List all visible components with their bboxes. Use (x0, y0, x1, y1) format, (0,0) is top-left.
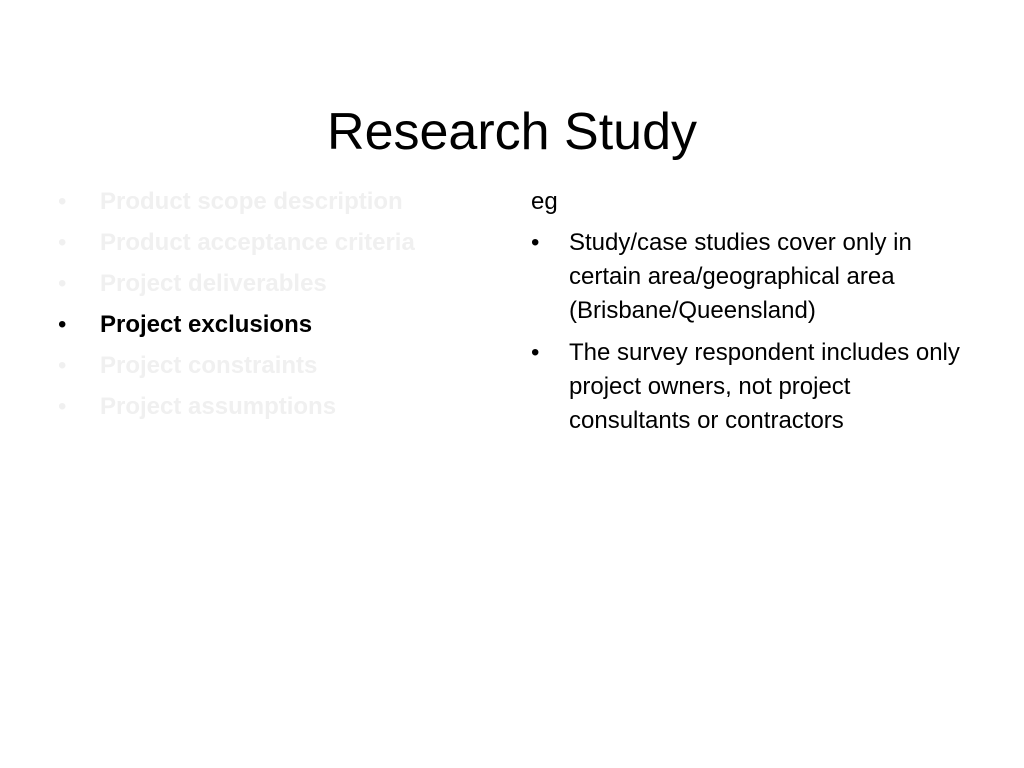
example-text: The survey respondent includes only project owners, not project consultants or contractors (569, 339, 960, 434)
topic-label: Project exclusions (100, 311, 313, 338)
topic-item-project-assumptions (58, 391, 498, 423)
example-item (531, 336, 971, 438)
topic-label: Product scope description (100, 188, 403, 215)
topic-item-product-scope-description (58, 186, 498, 218)
example-list (531, 226, 971, 438)
bullet-icon: • (58, 270, 67, 297)
topic-item-project-constraints (58, 350, 498, 382)
example-text: Study/case studies cover only in certain area/geographical area (Brisbane/Queensland) (569, 229, 912, 324)
topic-list (58, 186, 498, 432)
example-panel (531, 186, 971, 446)
topic-label: Project deliverables (100, 270, 327, 297)
bullet-icon: • (58, 229, 67, 256)
topic-item-project-deliverables (58, 268, 498, 300)
example-intro: eg (531, 188, 558, 215)
bullet-icon: • (531, 339, 540, 366)
topic-label: Project assumptions (100, 393, 337, 420)
bullet-icon: • (58, 188, 67, 215)
slide-title: Research Study (327, 102, 697, 161)
bullet-icon: • (58, 352, 67, 379)
topic-item-product-acceptance-criteria (58, 227, 498, 259)
bullet-icon: • (58, 393, 67, 420)
topic-item-project-exclusions (58, 309, 498, 341)
topic-label: Product acceptance criteria (100, 229, 415, 256)
example-item (531, 226, 971, 328)
topic-label: Project constraints (100, 352, 318, 379)
bullet-icon: • (58, 311, 67, 338)
bullet-icon: • (531, 229, 540, 256)
